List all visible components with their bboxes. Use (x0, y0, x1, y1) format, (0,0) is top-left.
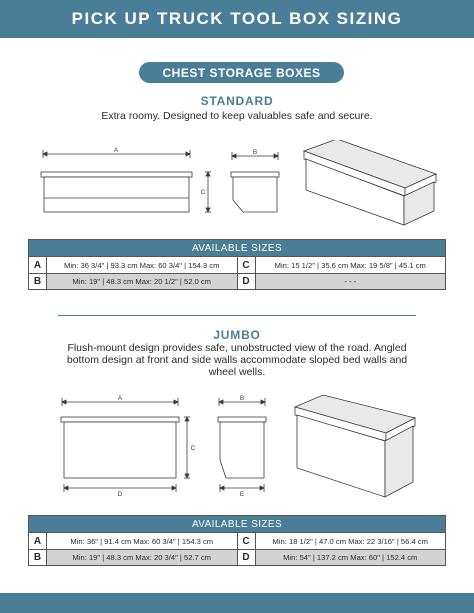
size-value: Min: 19" | 48.3 cm Max: 20 3/4" | 52.7 cm (47, 550, 238, 565)
table-row (29, 549, 445, 565)
jumbo-description: Flush-mount design provides safe, unobstructed view of the road. Angled bottom design at front and side walls accommodate sloped bed walls and wheel wells. (66, 342, 408, 378)
standard-sizes-table (28, 239, 446, 290)
size-value: Min: 15 1/2" | 35.6 cm Max: 19 5/8" | 45.1 cm (274, 260, 426, 270)
size-value: Min: 36 3/4" | 93.3 cm Max: 60 3/4" | 154.3 cm (47, 257, 238, 273)
jumbo-dim-e: E (239, 491, 245, 498)
standard-3d-view (304, 140, 436, 225)
row-letter: A (29, 533, 47, 549)
row-letter: A (29, 257, 47, 273)
row-letter: C (238, 257, 256, 273)
table-row (29, 257, 445, 273)
standard-title: STANDARD (200, 94, 274, 108)
row-letter: D (238, 550, 256, 565)
row-letter: D (238, 274, 256, 289)
standard-front-view (41, 150, 211, 212)
jumbo-front-view (61, 398, 190, 492)
jumbo-title: JUMBO (213, 328, 261, 342)
size-value: Min: 36" | 91.4 cm Max: 60 3/4" | 154.3 cm (47, 533, 238, 549)
standard-dim-a: A (113, 147, 119, 154)
row-letter: C (238, 533, 256, 549)
row-letter: B (29, 550, 47, 565)
size-value: Min: 54" | 137.2 cm Max: 60" | 152.4 cm (283, 553, 418, 562)
jumbo-dim-d: D (117, 491, 123, 498)
jumbo-dim-a: A (117, 395, 123, 402)
size-value: Min: 19" | 48.3 cm Max: 20 1/2" | 52.0 cm (47, 274, 238, 289)
standard-description: Extra roomy. Designed to keep valuables safe and secure. (101, 110, 373, 122)
standard-dim-c: C (200, 189, 206, 196)
jumbo-side-view (218, 398, 266, 492)
footer-bar (0, 593, 474, 613)
jumbo-dim-b: B (239, 395, 245, 402)
jumbo-sizes-header: AVAILABLE SIZES (29, 516, 445, 533)
row-letter: B (29, 274, 47, 289)
table-row (29, 273, 445, 289)
table-row (29, 533, 445, 549)
jumbo-diagram (0, 390, 474, 505)
jumbo-dim-c: C (190, 445, 196, 452)
jumbo-3d-view (295, 395, 415, 497)
page-title: PICK UP TRUCK TOOL BOX SIZING (0, 0, 474, 38)
size-value: - - - (344, 277, 357, 286)
standard-sizes-header: AVAILABLE SIZES (29, 240, 445, 257)
standard-side-view (231, 152, 279, 212)
category-pill: CHEST STORAGE BOXES (139, 62, 344, 83)
standard-diagram (0, 140, 474, 230)
section-divider (58, 315, 416, 316)
size-value: Min: 18 1/2" | 47.0 cm Max: 22 3/16" | 56.4 cm (272, 536, 428, 546)
standard-dim-b: B (252, 149, 258, 156)
jumbo-sizes-table (28, 515, 446, 566)
